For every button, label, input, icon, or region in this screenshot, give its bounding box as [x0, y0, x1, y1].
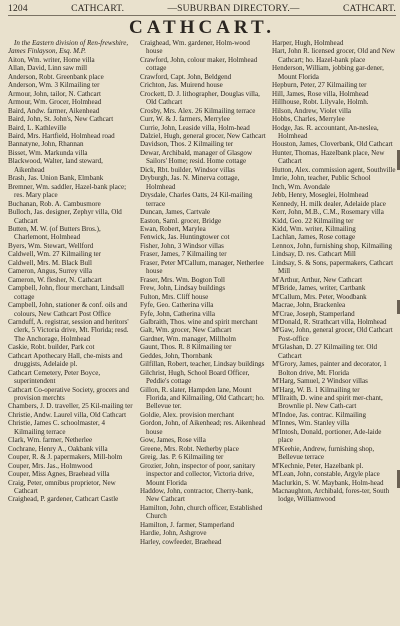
- directory-entry: Craig, Peter, omnibus proprietor, New Cathcart: [8, 478, 116, 496]
- directory-column-2: [140, 39, 266, 546]
- directory-entry: Gaunt, Thos. R. 8 Kilmailing ter: [140, 343, 232, 352]
- directory-entry: Hardie, John, Ashgrove: [140, 529, 207, 538]
- directory-entry: Aiton, Wm. writer, Home villa: [8, 55, 95, 64]
- directory-entry: Crawford, Capt. John, Beldgend: [140, 72, 232, 81]
- page-number: 1204: [8, 4, 28, 14]
- directory-entry: M'Innes, Wm. Stanley villa: [272, 419, 350, 428]
- directory-entry: Davidson, Thos. 2 Kilmailing ter: [140, 140, 234, 149]
- directory-entry: Baird, Andw. farmer, Aikenhead: [8, 106, 100, 115]
- directory-entry: Hillhouse, Robt. Lilyvale, Holmh.: [272, 98, 369, 107]
- directory-entry: Lindsay, S. & Sons, papermakers, Cathcart Mill: [272, 258, 394, 276]
- running-head-right: CATHCART.: [342, 4, 396, 14]
- directory-entry: Couper, Miss Agnes, Braehead villa: [8, 470, 110, 479]
- directory-entry: Geddes, John, Thornbank: [140, 351, 213, 360]
- directory-entry: Fulton, Mrs. Cliff house: [140, 292, 209, 301]
- directory-entry: Butten, M. W. (of Butters Bros.), Charlemont, Holmhead: [8, 224, 101, 242]
- directory-entry: Blackwood, Walter, land steward, Aikenhead: [8, 157, 103, 174]
- directory-entry: Baird, Mrs. Hartfield, Holmhead road: [8, 131, 115, 140]
- directory-entry: Buchanan, Rob. A. Cambusmore: [8, 199, 101, 208]
- directory-entry: Anderson, Wm. 3 Kilmailing ter: [8, 81, 100, 90]
- directory-entry: M'Donald, R. Strathcart villa, Holmhead: [272, 317, 387, 326]
- directory-column-1: [8, 39, 134, 546]
- directory-entry: Fyfe, John, Catherina villa: [140, 309, 215, 318]
- directory-entry: Christie, Andw. Laurel villa, Old Cathcart: [8, 410, 127, 419]
- directory-entry: M'Callum, Mrs. Peter, Woodbank: [272, 292, 367, 301]
- directory-entry: Kerr, John, M.B., C.M., Rosemary villa: [272, 208, 384, 217]
- directory-columns: [8, 39, 396, 546]
- directory-entry: Hamilton, J. farmer, Stamperland: [140, 520, 235, 529]
- directory-entry: Bulloch, Jas. designer, Zephyr villa, Old Cathcart: [8, 208, 122, 225]
- directory-entry: Gow, James, Rose villa: [140, 436, 206, 445]
- directory-entry: Chambers, J. D. traveller, 25 Kil-mailing ter: [8, 402, 133, 411]
- directory-entry: Curr, W. & J. farmers, Merrylee: [140, 115, 230, 124]
- directory-entry: Galbraith, Thos. wine and spirit merchant: [140, 317, 258, 326]
- running-head-left: CATHCART.: [71, 4, 125, 14]
- directory-entry: Drysdale, Charles Oatts, 24 Kil-mailing terrace: [140, 191, 253, 208]
- directory-entry: Dewar, Archibald, manager of Glasgow Sailors' Home; resid. Home cottage: [140, 148, 253, 166]
- directory-entry: Easton, Saml. grocer, Bridge: [140, 216, 222, 225]
- directory-entry: Caldwell, Mrs. M. Black Bull: [8, 258, 92, 267]
- directory-entry: Hill, James, Rose villa, Holmhead: [272, 89, 369, 98]
- directory-entry: Frew, John, Lindsay buildings: [140, 284, 226, 293]
- directory-entry: Lennox, John, furnishing shop, Kilmailing: [272, 241, 392, 250]
- directory-entry: Hepburn, Peter, 27 Kilmailing ter: [272, 81, 367, 90]
- directory-entry: Hunter, Thomas, Hazelbank place, New Cathcart: [272, 148, 385, 166]
- directory-entry: Gilfillan, Robert, teacher, Lindsay buildings: [140, 360, 265, 369]
- directory-entry: Kennedy, H. milk dealer, Adelaide place: [272, 199, 386, 208]
- directory-entry: Hilson, Andrew, Violet villa: [272, 106, 352, 115]
- directory-entry: Fraser, James, 7 Kilmailing ter: [140, 250, 227, 259]
- directory-entry: M'Bride, James, writer, Cartbank: [272, 284, 366, 293]
- directory-entry: M'Indoe, Jas. contrac. Kilmailing: [272, 410, 367, 419]
- directory-entry: Christie, James C. schoolmaster, 4 Kilmailing terrace: [8, 419, 105, 436]
- directory-entry: Couper, Mrs. Jas., Holmwood: [8, 461, 93, 470]
- directory-entry: M'Intosh, Donald, portioner, Ade-laide place: [272, 427, 382, 445]
- directory-entry: Bisset, Wm. Markunda villa: [8, 148, 88, 157]
- directory-entry: Cathcart Apothecary Hall, che-mists and druggists, Adelaide pl.: [8, 351, 123, 369]
- directory-entry: Fraser, Peter M'Callum, manager, Netherlee house: [140, 258, 264, 276]
- directory-entry: M'Ilraith, D. wine and spirit mer-chant, Brownlie pl. New Cath-cart: [272, 394, 383, 411]
- directory-entry: Dalziel, Hugh, general grocer, New Cathcart: [140, 131, 266, 140]
- running-head-center: —SUBURBAN DIRECTORY.—: [167, 4, 300, 14]
- directory-entry: Fraser, Mrs. Wm. Bogton Toll: [140, 275, 225, 284]
- directory-entry: M'Harg, W. B. 1 Kilmailing ter: [272, 385, 360, 394]
- directory-entry: Lachlan, James, Rose cottage: [272, 233, 356, 242]
- directory-entry: Allan, David, Linn saw mill: [8, 64, 88, 73]
- directory-entry: Byers, Wm. Stewart, Wellford: [8, 241, 94, 250]
- directory-entry: Campbell, John, flour merchant, Lindsall cottage: [8, 284, 125, 301]
- directory-entry: Gillon, R. slater, Hampden lane, Mount Florida, and Kilmailing, Old Cathcart; ho. Bellevue ter.: [140, 385, 265, 411]
- directory-entry: Fenwick, Jas. Huntingtower cot: [140, 233, 230, 242]
- directory-entry: M'Grory, James, painter and decorator, 1 Bolton drive, Mt. Florida: [272, 360, 387, 377]
- directory-entry: Inch, Wm. Avondale: [272, 182, 331, 191]
- directory-entry: Crockett, D. J. lithographer, Douglas villa, Old Cathcart: [140, 89, 260, 107]
- directory-entry: Campbell, John, stationer & conf. oils and colours, New Cathcart Post Office: [8, 301, 128, 318]
- directory-entry: Couper, R. & J. papermakers, Mill-holm: [8, 453, 123, 462]
- directory-entry: Maclurkin, S. W. Maybank, Holm-head: [272, 478, 384, 487]
- directory-entry: Hart, John R. licensed grocer, Old and New Cathcart; ho. Hazel-bank place: [272, 47, 396, 64]
- directory-entry: Cameron, W. flesher, N. Cathcart: [8, 275, 102, 284]
- directory-entry: Lindsay, D. res. Cathcart Mill: [272, 250, 356, 259]
- directory-entry: Bannatyne, John, Rhannan: [8, 140, 84, 149]
- directory-entry: Henderson, William, jobbing gar-dener, Mount Florida: [272, 64, 384, 81]
- directory-entry: Clark, Wm. farmer, Netherlee: [8, 436, 93, 445]
- directory-entry: Currie, John, Leaside villa, Holm-head: [140, 123, 250, 132]
- directory-entry: Carnduff, A. registrar, session and heritors' clerk, 5 Victoria drive, Mt. Florida; resd. The Anchorage, Holmhead: [8, 317, 129, 343]
- directory-entry: Harley, cowfeeder, Braehead: [140, 537, 222, 546]
- directory-column-3: [272, 39, 398, 546]
- directory-entry: M'Kechnie, Peter, Hazelbank pl.: [272, 461, 364, 470]
- directory-entry: Haddow, John, contractor, Cherry-bank, New Cathcart: [140, 487, 253, 504]
- directory-entry: Crawford, John, colour maker, Holmhead cottage: [140, 55, 258, 73]
- directory-entry: Dryburgh, Jas. N. Minerva cottage, Holmhead: [140, 174, 240, 191]
- directory-entry: Caldwell, Wm. 27 Kilmailing ter: [8, 250, 102, 259]
- directory-entry: M'Crae, Joseph, Stamperland: [272, 309, 355, 318]
- directory-entry: Hobbs, Charles, Merrylee: [272, 115, 345, 124]
- directory-entry: Duncan, James, Cartvale: [140, 208, 211, 217]
- directory-entry: Goldie, Alex. provision merchant: [140, 410, 235, 419]
- directory-entry: Bremner, Wm. saddler, Hazel-bank place; res. Mary place: [8, 182, 127, 200]
- directory-entry: Craighead, P. gardener, Cathcart Castle: [8, 495, 119, 504]
- directory-entry: Craighead, Wm. gardener, Holm-wood house: [140, 39, 250, 56]
- directory-entry: Hamilton, John, church officer, Established Church: [140, 503, 263, 521]
- directory-entry: Jebb, Henry, Moseglei, Holmhead: [272, 191, 369, 200]
- directory-entry: Armour, John, tailor, N. Cathcart: [8, 89, 101, 98]
- running-head: [8, 4, 396, 16]
- directory-entry: Baird, John, St. John's, New Cathcart: [8, 115, 114, 124]
- directory-entry: M'Keehie, Andrew, furnishing shop, Bellevue terrace: [272, 444, 375, 462]
- directory-entry: Greene, Mrs. Robt. Netherby place: [140, 444, 239, 453]
- directory-entry: M'Arthur, Arthur, New Cathcart: [272, 275, 363, 284]
- directory-entry: Crichton, Jas. Muirend house: [140, 81, 223, 90]
- directory-entry: Gardner, Wm. manager, Millholm: [140, 334, 236, 343]
- directory-entry: M'Lean, John, constable, Argyle place: [272, 470, 380, 479]
- directory-entry: Armour, Wm. Grocer, Holmhead: [8, 98, 102, 107]
- directory-entry: Caskie, Robt. builder, Park cot: [8, 343, 95, 352]
- page-title: CATHCART.: [129, 17, 275, 38]
- directory-entry: Fyfe, Geo. Catherina villa: [140, 301, 214, 310]
- directory-entry: Imrie, John, teacher, Public School: [272, 174, 371, 183]
- directory-entry: Cochrane, Henry A., Oakbank villa: [8, 444, 108, 453]
- intro-note: In the Eastern division of Ren-frewshire, James Finlayson, Esq. M.P.: [8, 39, 129, 56]
- directory-entry: Greig, Jas. P. 6 Kilmailing ter: [140, 453, 224, 462]
- directory-entry: Kidd, Wm. writer, Kilmailing: [272, 224, 356, 233]
- directory-entry: Macrae, John, Brackenlea: [272, 301, 346, 310]
- directory-entry: Cathcart Cemetery, Peter Boyce, superintendent: [8, 368, 101, 386]
- directory-entry: Macnaughton, Archibald, fores-ter, South lodge, Williamwood: [272, 487, 390, 504]
- directory-entry: Gordon, John, of Aikenhead; res. Aikenhead house: [140, 419, 266, 436]
- directory-entry: Hodge, Jas. R. accountant, An-nesleа, Holmhead: [272, 123, 379, 140]
- directory-entry: Brash, Jas. Union Bank, Elmbank: [8, 174, 104, 183]
- directory-entry: Hutton, Alex. commission agent, Southville: [272, 165, 396, 174]
- directory-entry: Cameron, Angus, Surrey villa: [8, 267, 92, 276]
- directory-entry: Anderson, Robt. Greenbank place: [8, 72, 104, 81]
- directory-entry: M'Glashan, D. 27 Kilmailing ter. Old Cathcart: [272, 343, 378, 360]
- directory-entry: Galt, Wm. grocer, New Cathcart: [140, 326, 232, 335]
- directory-entry: Harper, Hugh, Holmhead: [272, 39, 344, 47]
- directory-entry: Crosby, Mrs. Alex. 26 Kilmailing terrace: [140, 106, 256, 115]
- directory-entry: Kidd, Geo. 22 Kilmailing ter: [272, 216, 354, 225]
- directory-entry: Dick, Rbt. builder, Windsor villas: [140, 165, 236, 174]
- directory-entry: Cathcart Co-operative Society, grocers and provision merchts: [8, 385, 130, 403]
- directory-entry: Grozier, John, inspector of poor, sanitary inspector and collector, Victoria drive, Mount Florida: [140, 461, 256, 487]
- directory-entry: Baird, L. Kathleville: [8, 123, 67, 132]
- directory-entry: Ewan, Robert, Marylea: [140, 224, 206, 233]
- directory-entry: Houston, James, Cloverbank, Old Cathcart: [272, 140, 393, 149]
- directory-entry: Gilchrist, Hugh, School Board Officer, Peddie's cottage: [140, 368, 250, 386]
- directory-entry: M'Harg, Samuel, 2 Windsor villas: [272, 377, 368, 386]
- directory-entry: Fisher, John, 3 Windsor villas: [140, 241, 224, 250]
- directory-entry: M'Gaw, John, general grocer, Old Cathcart Post-office: [272, 326, 393, 343]
